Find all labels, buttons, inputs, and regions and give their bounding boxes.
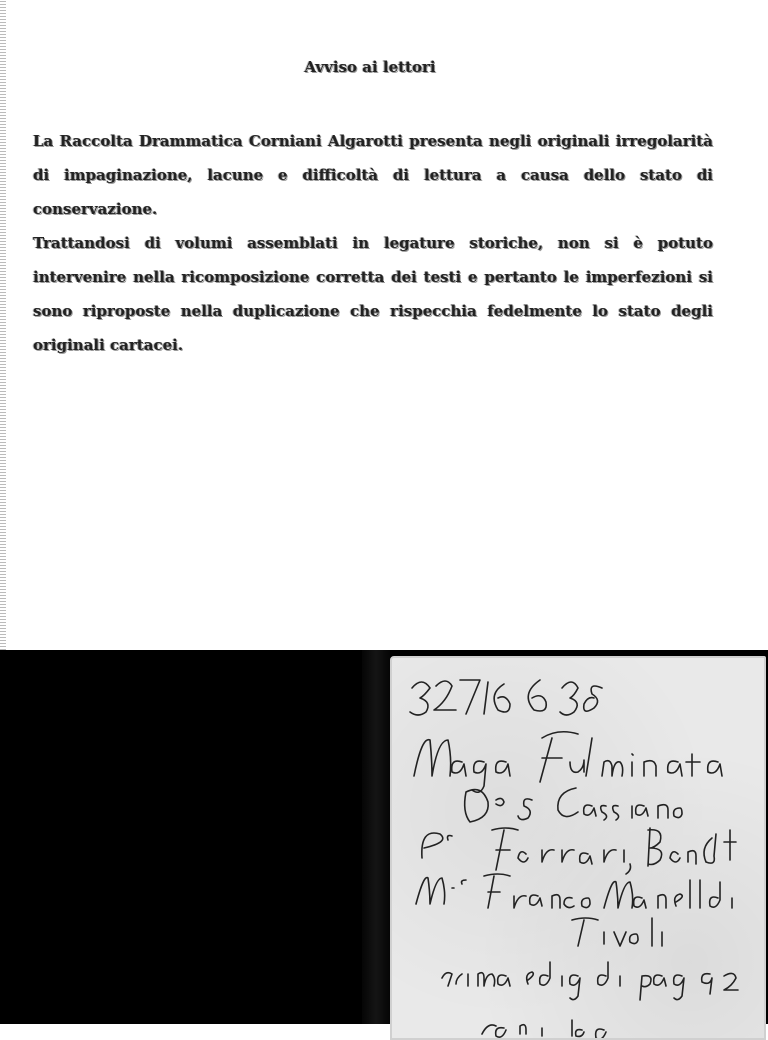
scanned-book-cover [0, 650, 768, 1024]
notice-body [33, 124, 713, 362]
handwritten-inscription [392, 658, 764, 1038]
notice-title: Avviso ai lettori [304, 58, 436, 76]
notice-paragraph: Trattandosi di volumi assemblati in legature storiche, non si è potuto intervenire nella ricomposizione corretta dei testi e pertanto le imperfezioni si sono riproposte nella duplicazione che rispecchia fedelmente lo stato degli originali cartacei. [33, 234, 713, 354]
cover-label [390, 656, 766, 1040]
notice-paragraph: La Raccolta Drammatica Corniani Algarotti presenta negli originali irregolarità di impaginazione, lacune e difficoltà di lettura a causa dello stato di conservazione. [33, 132, 713, 218]
book-spine [362, 650, 390, 1024]
